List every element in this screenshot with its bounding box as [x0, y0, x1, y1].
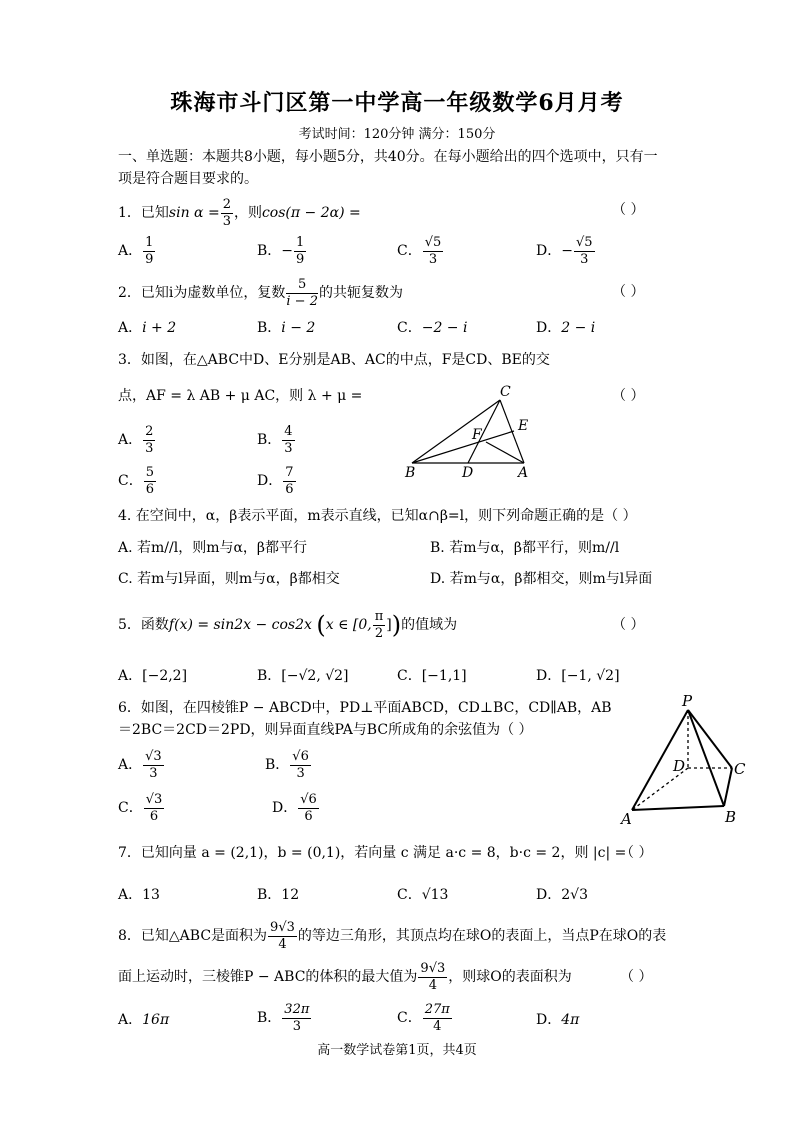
q2-option-d[interactable]: D．2 − i	[536, 320, 596, 336]
label-a: A	[621, 810, 632, 826]
q1-option-a[interactable]: A． $\frac{1}{9}$	[118, 235, 154, 267]
q4-option-a[interactable]: A. 若m//l，则m与α，β都平行	[118, 540, 308, 556]
label-f: F	[472, 427, 482, 443]
q7-option-d[interactable]: D．2√3	[536, 887, 588, 903]
q3-answer-paren: （ ）	[612, 388, 645, 404]
label-d: D	[673, 757, 686, 775]
q4-option-c[interactable]: C. 若m与l异面，则m与α，β都相交	[118, 571, 340, 587]
page-footer: 高一数学试卷第1页，共4页	[317, 1043, 477, 1058]
q8-answer-paren: （ ）	[620, 969, 653, 985]
label-p: P	[682, 694, 693, 710]
q3-option-b[interactable]: B． $\frac{4}{3}$	[257, 424, 293, 456]
question-3-line2: 点，AF = λ AB + μ AC，则 λ + μ =	[118, 388, 363, 404]
q5-option-a[interactable]: A．[−2,2]	[118, 668, 188, 684]
q3-option-a[interactable]: A． $\frac{2}{3}$	[118, 424, 154, 456]
edge-ab	[632, 806, 724, 810]
q1-mid: ，则	[233, 205, 262, 222]
q5-answer-paren: （ ）	[612, 617, 645, 633]
question-8-line2: 面上运动时，三棱锥P − ABC的体积的最大值为 $\frac{9√3}{4}$ ，则球O的表面积为	[118, 961, 572, 993]
q4-option-d[interactable]: D. 若m与α，β都相交，则m与l异面	[430, 571, 653, 587]
question-6-line1: 6．如图，在四棱锥P − ABCD中，PD⊥平面ABCD，CD⊥BC，CD∥AB，AB	[118, 700, 612, 716]
segment-be	[412, 431, 514, 463]
label-d: D	[462, 465, 474, 480]
q8-option-b[interactable]: B． $\frac{32\pi}{3}$	[257, 1002, 310, 1034]
q7-option-b[interactable]: B．12	[257, 887, 300, 903]
q5-option-c[interactable]: C．[−1,1]	[397, 668, 467, 684]
q8-option-a[interactable]: A．16π	[118, 1012, 170, 1028]
q1-option-b[interactable]: B．− $\frac{1}{9}$	[257, 235, 305, 267]
q1-option-d[interactable]: D．− $\frac{√5}{3}$	[536, 235, 593, 267]
q6-pyramid-figure	[616, 694, 756, 826]
q1-fraction: $\frac{2}{3}$	[222, 197, 231, 229]
side-bc	[412, 400, 500, 463]
q1-answer-paren: （ ）	[612, 202, 645, 218]
label-b: B	[725, 808, 737, 826]
q2-answer-paren: （ ）	[612, 284, 645, 300]
q3-option-c[interactable]: C． $\frac{5}{6}$	[118, 465, 154, 497]
q8-option-c[interactable]: C． $\frac{27\pi}{4}$	[397, 1002, 450, 1034]
q2-option-a[interactable]: A．i + 2	[118, 320, 177, 336]
edge-pb	[688, 710, 724, 806]
q7-option-c[interactable]: C．√13	[397, 887, 449, 903]
question-1-stem	[118, 198, 361, 228]
page-title: 珠海市斗门区第一中学高一年级数学6月月考	[170, 90, 624, 116]
question-6-line2: ＝2BC＝2CD＝2PD，则异面直线PA与BC所成角的余弦值为（ ）	[118, 722, 533, 738]
q3-option-d[interactable]: D． $\frac{7}{6}$	[257, 465, 294, 497]
q8-option-d[interactable]: D．4π	[536, 1012, 580, 1028]
label-c: C	[734, 760, 746, 778]
question-3-line1: 3．如图，在△ABC中D、E分别是AB、AC的中点，F是CD、BE的交	[118, 352, 550, 368]
q1-lead: 1．已知	[118, 205, 169, 222]
q7-answer-paren: （ ）	[620, 845, 653, 861]
q6-option-d[interactable]: D． $\frac{√6}{6}$	[272, 792, 317, 824]
question-5-stem: 5．函数f(x) = sin2x − cos2x (x ∈ [0, $\frac{\pi}{2}$ ])的值域为	[118, 609, 458, 641]
q7-option-a[interactable]: A．13	[118, 887, 160, 903]
q6-option-b[interactable]: B． $\frac{√6}{3}$	[265, 749, 309, 781]
q6-option-a[interactable]: A． $\frac{√3}{3}$	[118, 749, 162, 781]
q1-option-c[interactable]: C． $\frac{√5}{3}$	[397, 235, 442, 267]
question-7-stem: 7．已知向量 a = (2,1)，b = (0,1)，若向量 c 满足 a·c = 8，b·c = 2，则 |c| =	[118, 845, 627, 861]
q3-triangle-figure	[400, 380, 540, 480]
q4-option-b[interactable]: B. 若m与α，β都平行，则m//l	[430, 540, 620, 556]
question-2-stem: 2．已知i为虚数单位，复数 $\frac{5}{i - 2}$ 的共轭复数为	[118, 277, 403, 309]
label-e: E	[518, 418, 529, 434]
q2-fraction: $\frac{5}{i - 2}$	[286, 277, 318, 309]
edge-pc	[688, 710, 732, 768]
q2-option-c[interactable]: C．−2 − i	[397, 320, 468, 336]
section-heading-line2: 项是符合题目要求的。	[118, 171, 258, 187]
edge-bc	[724, 768, 732, 806]
question-4-stem: 4. 在空间中，α，β表示平面，m表示直线，已知α∩β=l，则下列命题正确的是（ ）	[118, 508, 637, 524]
segment-af	[486, 442, 524, 463]
label-b: B	[405, 465, 416, 480]
section-heading-line1: 一、单选题：本题共8小题，每小题5分，共40分。在每小题给出的四个选项中，只有一	[118, 149, 658, 165]
label-a: A	[518, 465, 529, 480]
question-8-line1: 8．已知△ABC是面积为 $\frac{9√3}{4}$ 的等边三角形，其顶点均在球O的表面上，当点P在球O的表	[118, 920, 667, 952]
q5-option-d[interactable]: D．[−1, √2]	[536, 668, 620, 684]
q1-expr1: sin α =	[168, 205, 220, 222]
q1-expr2: cos(π − 2α) =	[261, 205, 361, 222]
q2-option-b[interactable]: B．i − 2	[257, 320, 316, 336]
q5-option-b[interactable]: B．[−√2, √2]	[257, 668, 349, 684]
label-c: C	[500, 384, 511, 400]
exam-info: 考试时间：120分钟 满分：150分	[298, 127, 496, 142]
q6-option-c[interactable]: C． $\frac{√3}{6}$	[118, 792, 163, 824]
